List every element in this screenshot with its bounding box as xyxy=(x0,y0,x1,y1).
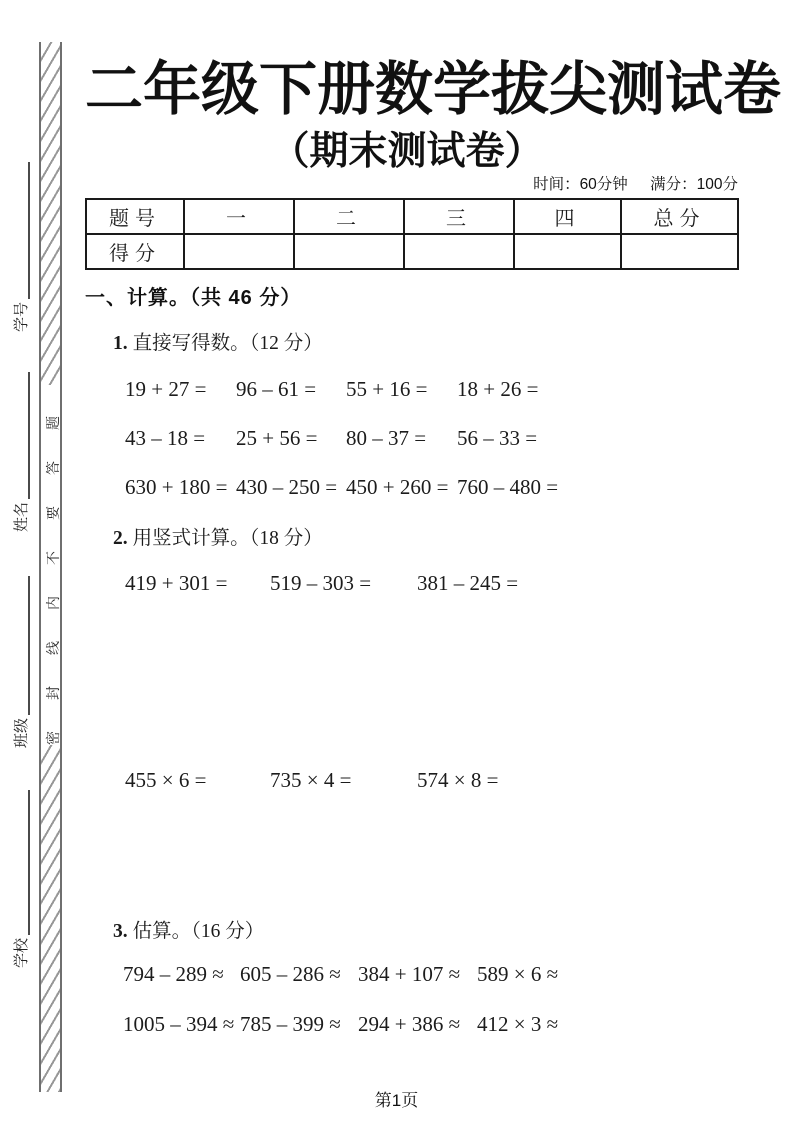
estimate-row-1 xyxy=(0,962,793,990)
math-expression: 430 – 250 = xyxy=(236,475,338,499)
page-subtitle: （期末测试卷） xyxy=(270,130,544,173)
math-expression: 760 – 480 = xyxy=(457,475,559,499)
question-2-label xyxy=(113,522,323,550)
vertical-calc-row-2 xyxy=(0,768,793,796)
score-cell-total xyxy=(621,234,738,269)
score-cell-4 xyxy=(514,234,621,269)
math-expression: 25 + 56 = xyxy=(236,426,318,450)
math-expression: 450 + 260 = xyxy=(346,475,449,499)
field-student-number-label: 学号 xyxy=(13,301,30,332)
field-class xyxy=(12,576,32,748)
math-expression: 589 × 6 ≈ xyxy=(477,962,559,986)
score-cell-1 xyxy=(184,234,294,269)
field-student-number xyxy=(12,162,32,332)
seal-hatch-top xyxy=(41,42,60,385)
math-expression: 412 × 3 ≈ xyxy=(477,1012,559,1036)
page-title: 二年级下册数学拔尖测试卷 xyxy=(85,57,782,122)
math-expression: 43 – 18 = xyxy=(125,426,206,450)
score-table-header-question: 题号 xyxy=(86,199,184,234)
exam-time: 时间：60分钟 xyxy=(533,176,628,193)
score-table-header-2: 二 xyxy=(294,199,404,234)
question-3-number: 3. xyxy=(113,921,128,942)
math-expression: 294 + 386 ≈ xyxy=(358,1012,461,1036)
math-expression: 605 – 286 ≈ xyxy=(240,962,341,986)
score-table-header-total: 总分 xyxy=(621,199,738,234)
direct-calc-row-1 xyxy=(0,377,793,405)
question-3-label xyxy=(113,915,264,943)
field-class-label: 班级 xyxy=(13,717,30,748)
exam-full-score: 满分：100分 xyxy=(650,176,738,193)
question-2-number: 2. xyxy=(113,528,128,549)
field-name-label: 姓名 xyxy=(13,501,30,532)
math-expression: 419 + 301 = xyxy=(125,571,228,595)
score-table-header-3: 三 xyxy=(404,199,514,234)
field-school-label: 学校 xyxy=(13,937,30,968)
direct-calc-row-2 xyxy=(0,426,793,454)
math-expression: 794 – 289 ≈ xyxy=(123,962,224,986)
math-expression: 55 + 16 = xyxy=(346,377,428,401)
page-number: 第1页 xyxy=(374,1091,419,1110)
field-school xyxy=(12,790,32,968)
math-expression: 1005 – 394 ≈ xyxy=(123,1012,235,1036)
score-table xyxy=(85,198,739,270)
math-expression: 381 – 245 = xyxy=(417,571,519,595)
section-one-heading: 一、计算。（共 46 分） xyxy=(85,287,302,309)
exam-meta xyxy=(533,172,738,194)
question-2-text: 用竖式计算。（18 分） xyxy=(132,528,323,549)
question-1-text: 直接写得数。（12 分） xyxy=(132,333,323,354)
question-1-number: 1. xyxy=(113,333,128,354)
score-table-header-1: 一 xyxy=(184,199,294,234)
score-table-score-row xyxy=(86,234,738,269)
math-expression: 735 × 4 = xyxy=(270,768,352,792)
score-cell-3 xyxy=(404,234,514,269)
score-cell-2 xyxy=(294,234,404,269)
math-expression: 56 – 33 = xyxy=(457,426,538,450)
estimate-row-2 xyxy=(0,1012,793,1040)
math-expression: 630 + 180 = xyxy=(125,475,228,499)
direct-calc-row-3 xyxy=(0,475,793,503)
math-expression: 18 + 26 = xyxy=(457,377,539,401)
math-expression: 96 – 61 = xyxy=(236,377,317,401)
math-expression: 574 × 8 = xyxy=(417,768,499,792)
question-3-text: 估算。（16 分） xyxy=(132,921,265,942)
score-table-header-4: 四 xyxy=(514,199,621,234)
score-table-header-row xyxy=(86,199,738,234)
math-expression: 384 + 107 ≈ xyxy=(358,962,461,986)
math-expression: 519 – 303 = xyxy=(270,571,372,595)
math-expression: 455 × 6 = xyxy=(125,768,207,792)
vertical-calc-row-1 xyxy=(0,571,793,599)
math-expression: 80 – 37 = xyxy=(346,426,427,450)
fill-in-line xyxy=(28,162,30,299)
math-expression: 19 + 27 = xyxy=(125,377,207,401)
question-1-label xyxy=(113,327,323,355)
fill-in-line xyxy=(28,790,30,935)
score-row-label: 得分 xyxy=(86,234,184,269)
seal-band-text: 密封线内不要答题 xyxy=(45,385,61,745)
math-expression: 785 – 399 ≈ xyxy=(240,1012,341,1036)
